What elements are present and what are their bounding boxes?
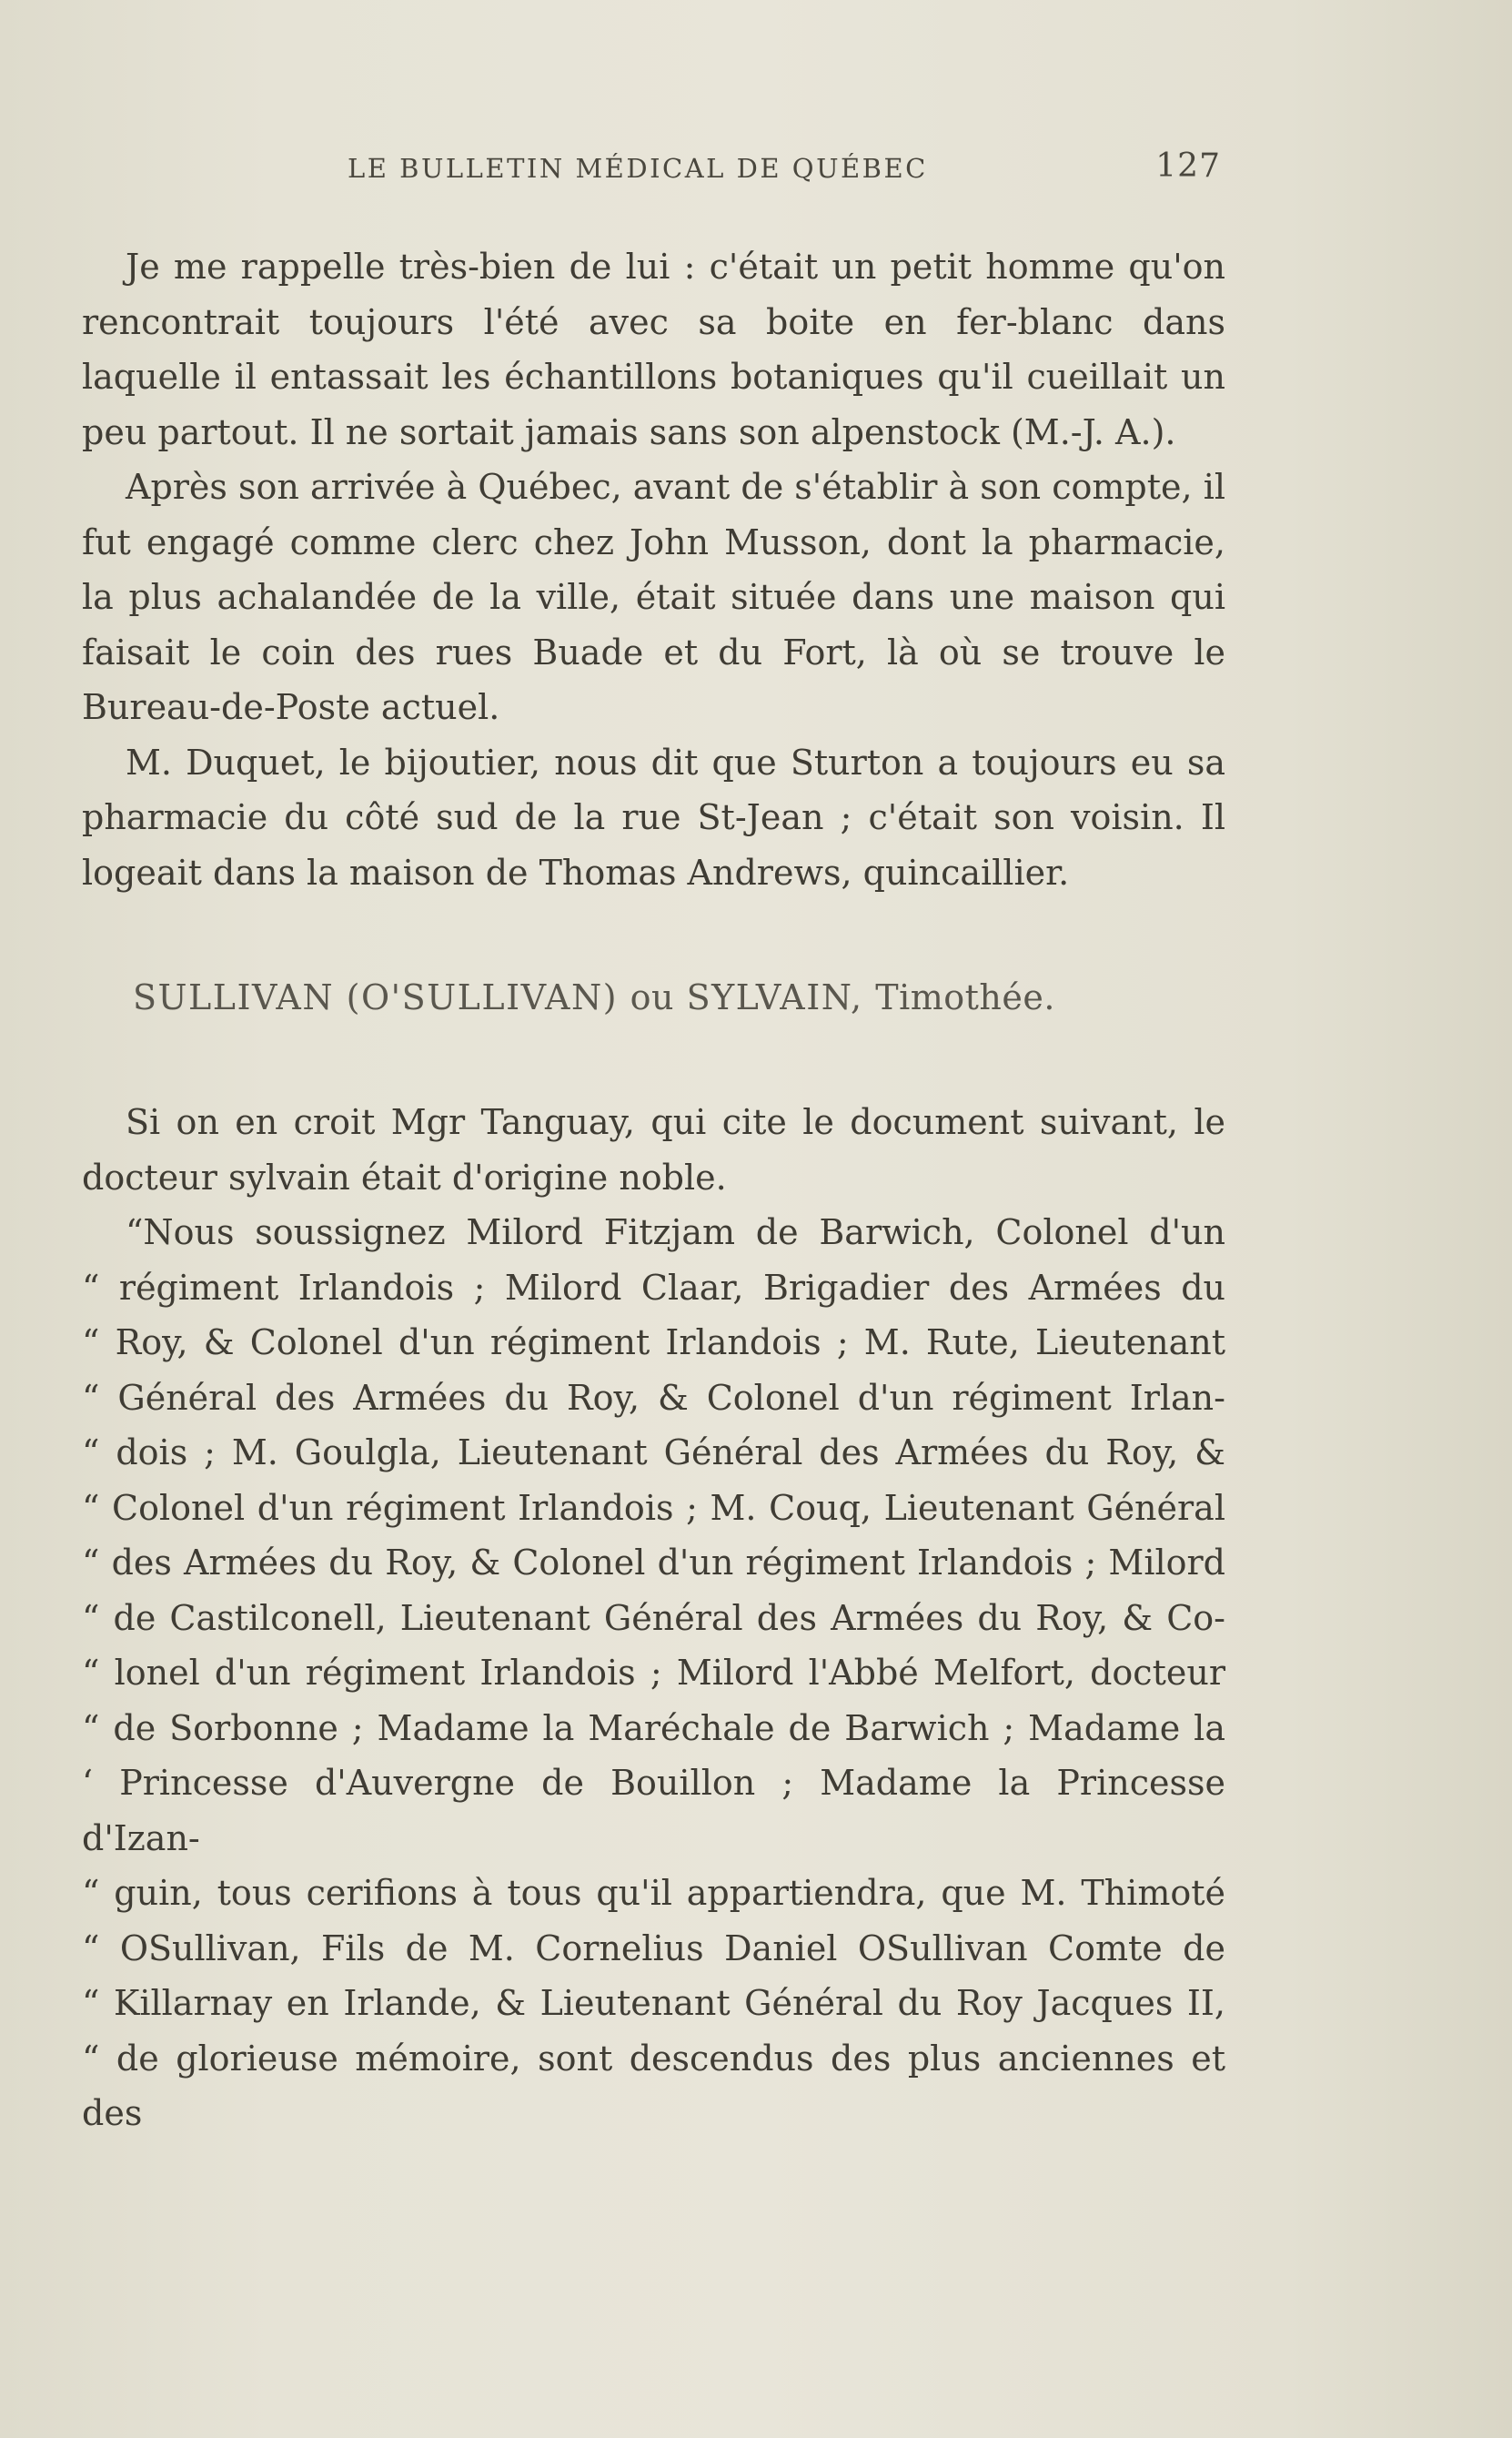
quote-line: “ de Sorbonne ; Madame la Maréchale de Barwich ; Madame la bbox=[82, 1707, 1225, 1748]
paragraph-arrival: Après son arrivée à Québec, avant de s'établir à son compte, il fut engagé comme clerc chez John Musson, dont la pharmacie, la plus achalandée de la ville, était située dans une maison qui faisait le coin des rues Buade et du Fort, là où se trouve le Bureau-de-Poste actuel. bbox=[82, 467, 1225, 727]
page-number: 127 bbox=[1155, 147, 1221, 185]
quote-line: “ Killarnay en Irlande, & Lieutenant Général du Roy Jacques II, bbox=[82, 1983, 1225, 2023]
paragraph-recollection: Je me rappelle très-bien de lui : c'était un petit homme qu'on rencontrait toujours l'été avec sa boite en fer-blanc dans laquelle il entassait les échantillons botaniques qu'il cueillait un peu partout. Il ne sortait jamais sans son alpenstock (M.-J. A.). bbox=[82, 247, 1225, 452]
section-heading bbox=[133, 977, 1225, 1017]
heading-given-name: Timothée. bbox=[875, 977, 1055, 1017]
quote-line: ‘ Princesse d'Auvergne de Bouillon ; Madame la Princesse d'Izan- bbox=[82, 1763, 1225, 1858]
quote-line: “ lonel d'un régiment Irlandois ; Milord l'Abbé Melfort, docteur bbox=[82, 1653, 1225, 1693]
quote-line: “ dois ; M. Goulgla, Lieutenant Général des Armées du Roy, & bbox=[82, 1432, 1225, 1472]
paragraph-duquet: M. Duquet, le bijoutier, nous dit que Sturton a toujours eu sa pharmacie du côté sud de la rue St-Jean ; c'était son voisin. Il logeait dans la maison de Thomas Andrews, quincaillier. bbox=[82, 742, 1225, 893]
quote-line: “ des Armées du Roy, & Colonel d'un régiment Irlandois ; Milord bbox=[82, 1543, 1225, 1583]
page-body bbox=[82, 239, 1225, 2141]
quote-line: “ guin, tous cerifions à tous qu'il appartiendra, que M. Thimoté bbox=[82, 1873, 1225, 1913]
heading-connector: ou bbox=[630, 977, 674, 1017]
quote-line: “ Roy, & Colonel d'un régiment Irlandois ; M. Rute, Lieutenant bbox=[82, 1322, 1225, 1362]
running-title: LE BULLETIN MÉDICAL DE QUÉBEC bbox=[348, 153, 928, 184]
paragraph-intro: Si on en croit Mgr Tanguay, qui cite le document suivant, le docteur sylvain était d'origine noble. bbox=[82, 1102, 1225, 1198]
quote-line: “ OSullivan, Fils de M. Cornelius Daniel OSullivan Comte de bbox=[82, 1927, 1225, 1968]
quote-line: “Nous soussignez Milord Fitzjam de Barwich, Colonel d'un bbox=[126, 1212, 1225, 1252]
quote-line: “ Général des Armées du Roy, & Colonel d'un régiment Irlan- bbox=[82, 1377, 1225, 1418]
quote-line: “ régiment Irlandois ; Milord Claar, Brigadier des Armées du bbox=[82, 1267, 1225, 1308]
heading-alt-name: SYLVAIN, bbox=[686, 977, 863, 1017]
page-header bbox=[348, 147, 1221, 193]
quote-line: “ de glorieuse mémoire, sont descendus des plus anciennes et des bbox=[82, 2038, 1225, 2133]
quote-line: “ de Castilconell, Lieutenant Général des Armées du Roy, & Co- bbox=[82, 1597, 1225, 1638]
heading-name: SULLIVAN (O'SULLIVAN) bbox=[133, 977, 619, 1017]
quote-line: “ Colonel d'un régiment Irlandois ; M. Couq, Lieutenant Général bbox=[82, 1487, 1225, 1528]
quoted-document bbox=[82, 1205, 1225, 2141]
